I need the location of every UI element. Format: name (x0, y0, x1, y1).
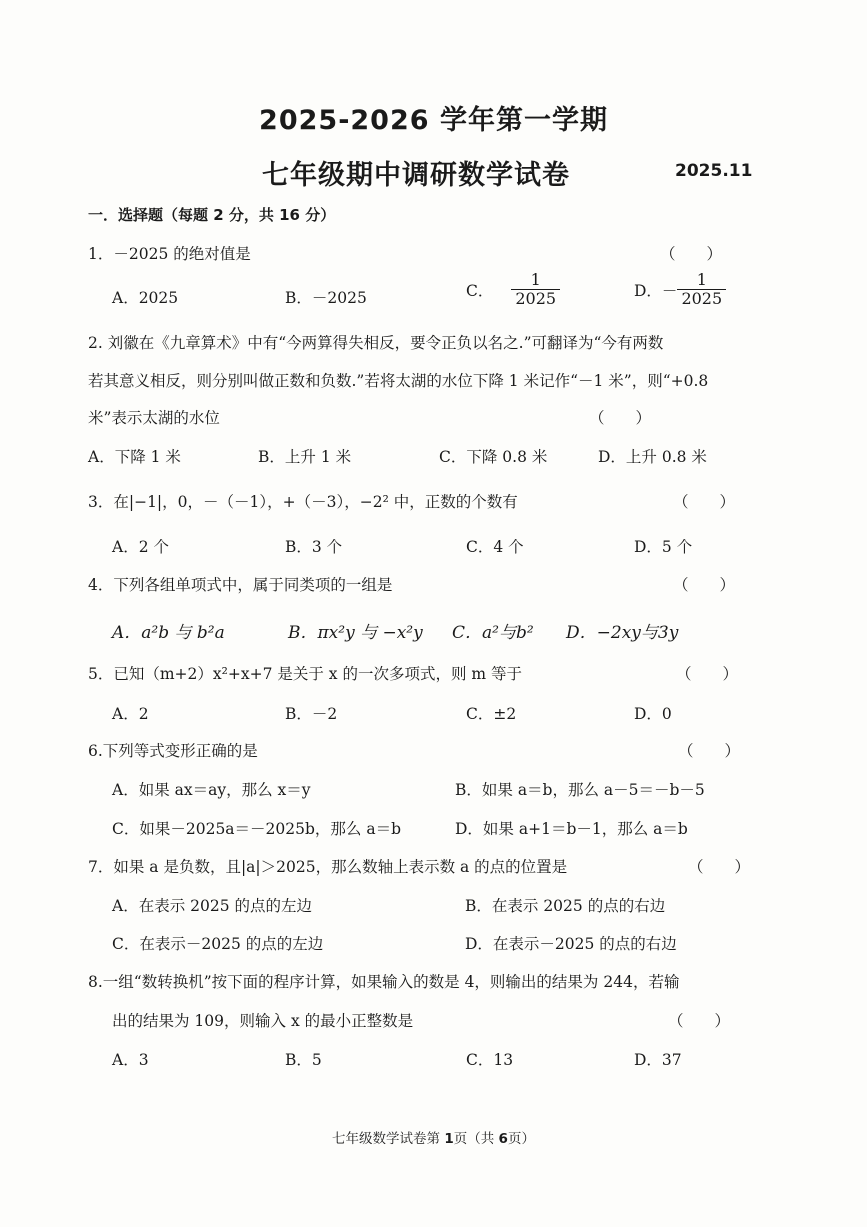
q3-option-d: D．5 个 (634, 538, 693, 556)
q4-option-b: B．πx²y 与 −x²y (288, 623, 423, 643)
q6-answer-paren: （ ） (678, 742, 741, 760)
footer-mid: 页（共 (453, 1131, 499, 1147)
q8-option-b: B．5 (285, 1051, 322, 1069)
q2-answer-paren: （ ） (589, 409, 652, 427)
q1-option-d-label: D．－ (634, 281, 678, 300)
q8-stem-line1: 8.一组“数转换机”按下面的程序计算，如果输入的数是 4，则输出的结果为 244，若输 (88, 973, 680, 991)
q4-option-c: C．a²与b² (452, 623, 534, 643)
q6-option-d: D．如果 a+1＝b－1，那么 a＝b (455, 820, 688, 838)
q2-option-c: C．下降 0.8 米 (439, 448, 548, 466)
footer-page-number: 1 (444, 1131, 454, 1147)
q8-option-c: C．13 (466, 1051, 514, 1069)
q7-answer-paren: （ ） (688, 858, 751, 876)
footer-suffix: 页） (507, 1131, 535, 1147)
q2-option-a: A．下降 1 米 (88, 448, 181, 466)
q1-option-c-denominator: 2025 (511, 289, 560, 308)
q6-option-a: A．如果 ax＝ay，那么 x＝y (112, 781, 311, 799)
q3-option-a: A．2 个 (112, 538, 169, 556)
q3-stem: 3．在|−1|，0，－（－1），+（－3），−2² 中，正数的个数有 (88, 493, 518, 511)
exam-date: 2025.11 (675, 161, 753, 181)
q4-option-a: A．a²b 与 b²a (112, 623, 225, 643)
q2-stem-line1: 2. 刘徽在《九章算术》中有“今两算得失相反，要令正负以名之.”可翻译为“今有两数 (88, 334, 664, 352)
q1-option-c (466, 272, 560, 308)
q1-option-d (634, 272, 726, 308)
q6-option-b: B．如果 a＝b，那么 a－5＝－b－5 (455, 781, 705, 799)
q1-stem: 1．－2025 的绝对值是 (88, 245, 251, 263)
q5-stem: 5．已知（m+2）x²+x+7 是关于 x 的一次多项式，则 m 等于 (88, 665, 523, 683)
q1-option-d-fraction (677, 272, 726, 308)
q1-option-d-denominator: 2025 (677, 289, 726, 308)
footer-page-total: 6 (498, 1131, 508, 1147)
q8-option-d: D．37 (634, 1051, 682, 1069)
q5-option-d: D．0 (634, 705, 672, 723)
q2-option-d: D．上升 0.8 米 (598, 448, 707, 466)
q2-option-b: B．上升 1 米 (258, 448, 352, 466)
page-footer (0, 1127, 867, 1147)
q1-option-b: B．－2025 (285, 289, 367, 307)
section-heading: 一．选择题（每题 2 分，共 16 分） (88, 206, 336, 224)
q5-option-a: A．2 (112, 705, 149, 723)
q8-answer-paren: （ ） (668, 1012, 731, 1030)
exam-title-line2: 七年级期中调研数学试卷 (262, 160, 570, 191)
q2-stem-line2: 若其意义相反，则分别叫做正数和负数.”若将太湖的水位下降 1 米记作“－1 米”，则“+0.8 (88, 372, 709, 390)
q1-option-c-numerator: 1 (530, 270, 541, 289)
q7-stem: 7．如果 a 是负数，且|a|＞2025，那么数轴上表示数 a 的点的位置是 (88, 858, 568, 876)
q4-option-d: D．−2xy与3y (566, 623, 679, 643)
q8-option-a: A．3 (112, 1051, 149, 1069)
q4-stem: 4．下列各组单项式中，属于同类项的一组是 (88, 576, 393, 594)
q5-answer-paren: （ ） (676, 665, 739, 683)
q1-answer-paren: （ ） (660, 245, 723, 263)
q7-option-d: D．在表示－2025 的点的右边 (465, 935, 677, 953)
q1-option-c-fraction (511, 272, 560, 308)
q7-option-b: B．在表示 2025 的点的右边 (465, 897, 666, 915)
q3-answer-paren: （ ） (673, 493, 736, 511)
q4-answer-paren: （ ） (673, 576, 736, 594)
q8-stem-line2: 出的结果为 109，则输入 x 的最小正整数是 (112, 1012, 414, 1030)
exam-title-line1: 2025-2026 学年第一学期 (259, 105, 608, 136)
q7-option-a: A．在表示 2025 的点的左边 (112, 897, 312, 915)
footer-prefix: 七年级数学试卷第 (332, 1131, 445, 1147)
q1-option-a: A．2025 (112, 289, 179, 307)
q1-option-c-label: C． (466, 281, 494, 300)
q3-option-b: B．3 个 (285, 538, 343, 556)
q6-option-c: C．如果－2025a＝－2025b，那么 a＝b (112, 820, 402, 838)
q5-option-c: C．±2 (466, 705, 517, 723)
q5-option-b: B．－2 (285, 705, 338, 723)
q3-option-c: C．4 个 (466, 538, 524, 556)
q1-option-d-numerator: 1 (696, 270, 707, 289)
q7-option-c: C．在表示－2025 的点的左边 (112, 935, 324, 953)
q2-stem-line3: 米”表示太湖的水位 (88, 409, 220, 427)
q6-stem: 6.下列等式变形正确的是 (88, 742, 258, 760)
